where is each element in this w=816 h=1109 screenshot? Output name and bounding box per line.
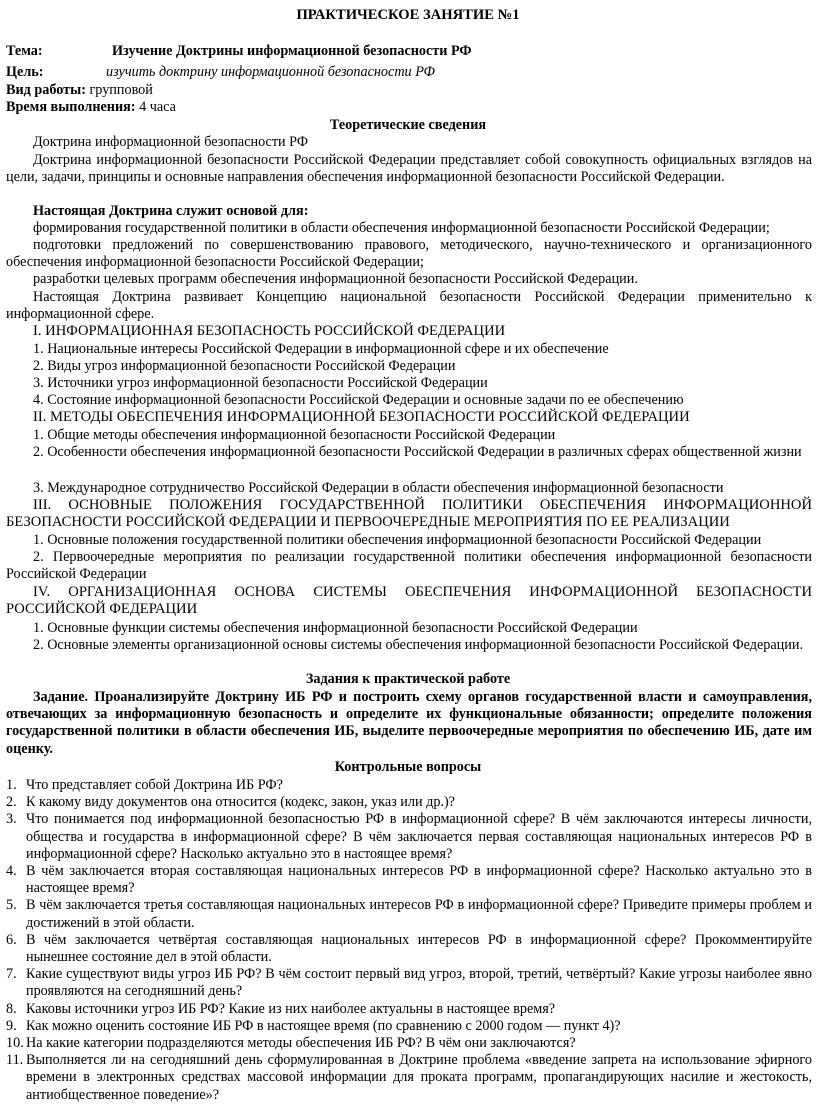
section-heading: I. ИНФОРМАЦИОННАЯ БЕЗОПАСНОСТЬ РОССИЙСКОЙ ФЕДЕРАЦИИ bbox=[33, 323, 506, 339]
question-text: В чём заключается вторая составляющая национальных интересов РФ в информационной сфере? Насколько актуально это в настоящее время? bbox=[26, 863, 812, 897]
goal-value: изучить доктрину информационной безопасности РФ bbox=[106, 64, 435, 80]
question-number: 1. bbox=[6, 777, 17, 793]
list-item bbox=[6, 1052, 812, 1104]
list-item bbox=[6, 811, 812, 863]
section-heading: IV. ОРГАНИЗАЦИОННАЯ ОСНОВА СИСТЕМЫ ОБЕСПЕЧЕНИЯ ИНФОРМАЦИОННОЙ БЕЗОПАСНОСТИ РОССИЙСКОЙ ФЕДЕРАЦИИ bbox=[6, 584, 812, 618]
task-paragraph bbox=[6, 689, 812, 758]
question-number: 6. bbox=[6, 931, 17, 948]
duration-value: 4 часа bbox=[139, 99, 176, 115]
theory-paragraph: разработки целевых программ обеспечения информационной безопасности Российской Федерации. bbox=[33, 271, 638, 287]
question-number: 3. bbox=[6, 811, 17, 828]
question-number: 10. bbox=[6, 1035, 24, 1052]
question-text: В чём заключается третья составляющая национальных интересов РФ в информационной сфере? Приведите примеры проблем и достижений в этой области. bbox=[26, 897, 812, 931]
section-item: 1. Основные положения государственной политики обеспечения информационной безопасности Российской Федерации bbox=[33, 532, 762, 548]
question-number: 8. bbox=[6, 1000, 17, 1017]
work-type-line bbox=[6, 82, 153, 99]
duration-line bbox=[6, 99, 176, 116]
page-title: ПРАКТИЧЕСКОЕ ЗАНЯТИЕ №1 bbox=[296, 7, 520, 23]
topic-label: Тема: bbox=[6, 43, 43, 59]
section-item: 2. Основные элементы организационной основы системы обеспечения информационной безопасности Российской Федерации. bbox=[33, 637, 803, 653]
question-number: 11. bbox=[6, 1052, 24, 1069]
question-text: В чём заключается четвёртая составляющая национальных интересов РФ в информационной сфере? Прокомментируйте нынешнее состояние дел в этой области. bbox=[26, 931, 812, 966]
question-text: На какие категории подразделяются методы обеспечения ИБ РФ? В чём они заключаются? bbox=[26, 1035, 576, 1052]
list-item bbox=[6, 897, 812, 931]
question-number: 4. bbox=[6, 863, 17, 880]
question-text: Как можно оценить состояние ИБ РФ в настоящее время (по сравнению с 2000 годом — пункт 4)? bbox=[26, 1017, 621, 1034]
section-item: 2. Первоочередные мероприятия по реализации государственной политики обеспечения информационной безопасности Российской Федерации bbox=[6, 549, 812, 583]
duration-label: Время выполнения: bbox=[6, 99, 136, 115]
goal-label: Цель: bbox=[6, 64, 44, 80]
question-text: Что представляет собой Доктрина ИБ РФ? bbox=[26, 777, 283, 793]
list-item bbox=[6, 966, 812, 1000]
list-item bbox=[6, 932, 812, 966]
list-item bbox=[6, 863, 812, 897]
section-item: 2. Особенности обеспечения информационной безопасности Российской Федерации в различных сферах общественной жизни bbox=[33, 444, 802, 460]
section-item: 1. Общие методы обеспечения информационной безопасности Российской Федерации bbox=[33, 427, 556, 443]
section-item: 1. Национальные интересы Российской Федерации в информационной сфере и их обеспечение bbox=[33, 341, 609, 357]
theory-heading: Теоретические сведения bbox=[329, 117, 487, 133]
theory-paragraph: подготовки предложений по совершенствованию правового, методического, научно-технического и организационного обеспечения информационной безопасности Российской Федерации; bbox=[6, 237, 812, 271]
theory-paragraph: Настоящая Доктрина развивает Концепцию национальной безопасности Российской Федерации применительно к информационной сфере. bbox=[6, 289, 812, 323]
section-item: 3. Источники угроз информационной безопасности Российской Федерации bbox=[33, 375, 488, 391]
section-heading: III. ОСНОВНЫЕ ПОЛОЖЕНИЯ ГОСУДАРСТВЕННОЙ ПОЛИТИКИ ОБЕСПЕЧЕНИЯ ИНФОРМАЦИОННОЙ БЕЗОПАСНОСТИ РОССИЙСКОЙ ФЕДЕРАЦИИ И ПЕРВООЧЕРЕДНЫЕ МЕРОПРИЯТИЯ ПО ЕЕ РЕАЛИЗАЦИИ bbox=[6, 497, 812, 531]
section-item: 2. Виды угроз информационной безопасности Российской Федерации bbox=[33, 358, 456, 374]
question-number: 7. bbox=[6, 966, 17, 983]
question-number: 5. bbox=[6, 897, 17, 914]
work-type-value: групповой bbox=[89, 82, 153, 98]
list-item bbox=[6, 1018, 812, 1035]
list-item bbox=[6, 794, 812, 811]
list-item bbox=[6, 777, 812, 794]
list-item bbox=[6, 1035, 812, 1052]
theory-paragraph: Настоящая Доктрина служит основой для: bbox=[33, 203, 309, 219]
theory-paragraph: Доктрина информационной безопасности Российской Федерации представляет собой совокупность официальных взглядов на цели, задачи, принципы и основные направления обеспечения информационной безопасности Российской Федерации. bbox=[6, 152, 812, 186]
question-text: К какому виду документов она относится (кодекс, закон, указ или др.)? bbox=[26, 794, 455, 811]
question-number: 2. bbox=[6, 794, 17, 811]
questions-list bbox=[6, 777, 812, 1104]
section-item: 4. Состояние информационной безопасности Российской Федерации и основные задачи по ее обеспечению bbox=[33, 392, 684, 408]
section-heading: II. МЕТОДЫ ОБЕСПЕЧЕНИЯ ИНФОРМАЦИОННОЙ БЕЗОПАСНОСТИ РОССИЙСКОЙ ФЕДЕРАЦИИ bbox=[33, 409, 690, 425]
question-text: Каковы источники угроз ИБ РФ? Какие из них наиболее актуальны в настоящее время? bbox=[26, 1000, 556, 1017]
task-text: Проанализируйте Доктрину ИБ РФ и построить схему органов государственной власти и самоуправления, отвечающих за информационную безопасность и определите их функциональные обязанности; определите положения государственной политики в области обеспечения ИБ, выделите первоочередные мероприятия по обеспечению ИБ, дате им оценку. bbox=[6, 689, 812, 757]
goal-line bbox=[6, 64, 435, 81]
list-item bbox=[6, 1001, 812, 1018]
tasks-heading: Задания к практической работе bbox=[305, 671, 511, 687]
section-item: 1. Основные функции системы обеспечения информационной безопасности Российской Федерации bbox=[33, 620, 638, 636]
questions-heading: Контрольные вопросы bbox=[334, 759, 482, 775]
topic-line bbox=[6, 43, 472, 60]
task-label: Задание. bbox=[33, 689, 89, 705]
topic-value: Изучение Доктрины информационной безопасности РФ bbox=[112, 43, 472, 59]
question-text: Выполняется ли на сегодняшний день сформулированная в Доктрине проблема «введение запрета на использование эфирного времени в электронных средствах массовой информации для проката программ, пропагандирующих насилие и жестокость, антиобщественное поведение»? bbox=[26, 1052, 812, 1103]
work-type-label: Вид работы: bbox=[6, 82, 86, 98]
question-text: Что понимается под информационной безопасностью РФ в информационной сфере? В чём заключаются интересы личности, общества и государства в информационной сфере? В чём заключается первая составляющая национальных интересов РФ в информационной сфере? Насколько актуально это в настоящее время? bbox=[26, 811, 812, 862]
theory-paragraph: формирования государственной политики в области обеспечения информационной безопасности Российской Федерации; bbox=[33, 220, 770, 236]
question-number: 9. bbox=[6, 1017, 17, 1034]
theory-paragraph: Доктрина информационной безопасности РФ bbox=[33, 134, 309, 150]
section-item: 3. Международное сотрудничество Российской Федерации в области обеспечения информационной безопасности bbox=[33, 480, 724, 496]
question-text: Какие существуют виды угроз ИБ РФ? В чём состоит первый вид угроз, второй, третий, четвёртый? Какие угрозы наиболее явно проявляются на сегодняшний день? bbox=[26, 966, 812, 1000]
